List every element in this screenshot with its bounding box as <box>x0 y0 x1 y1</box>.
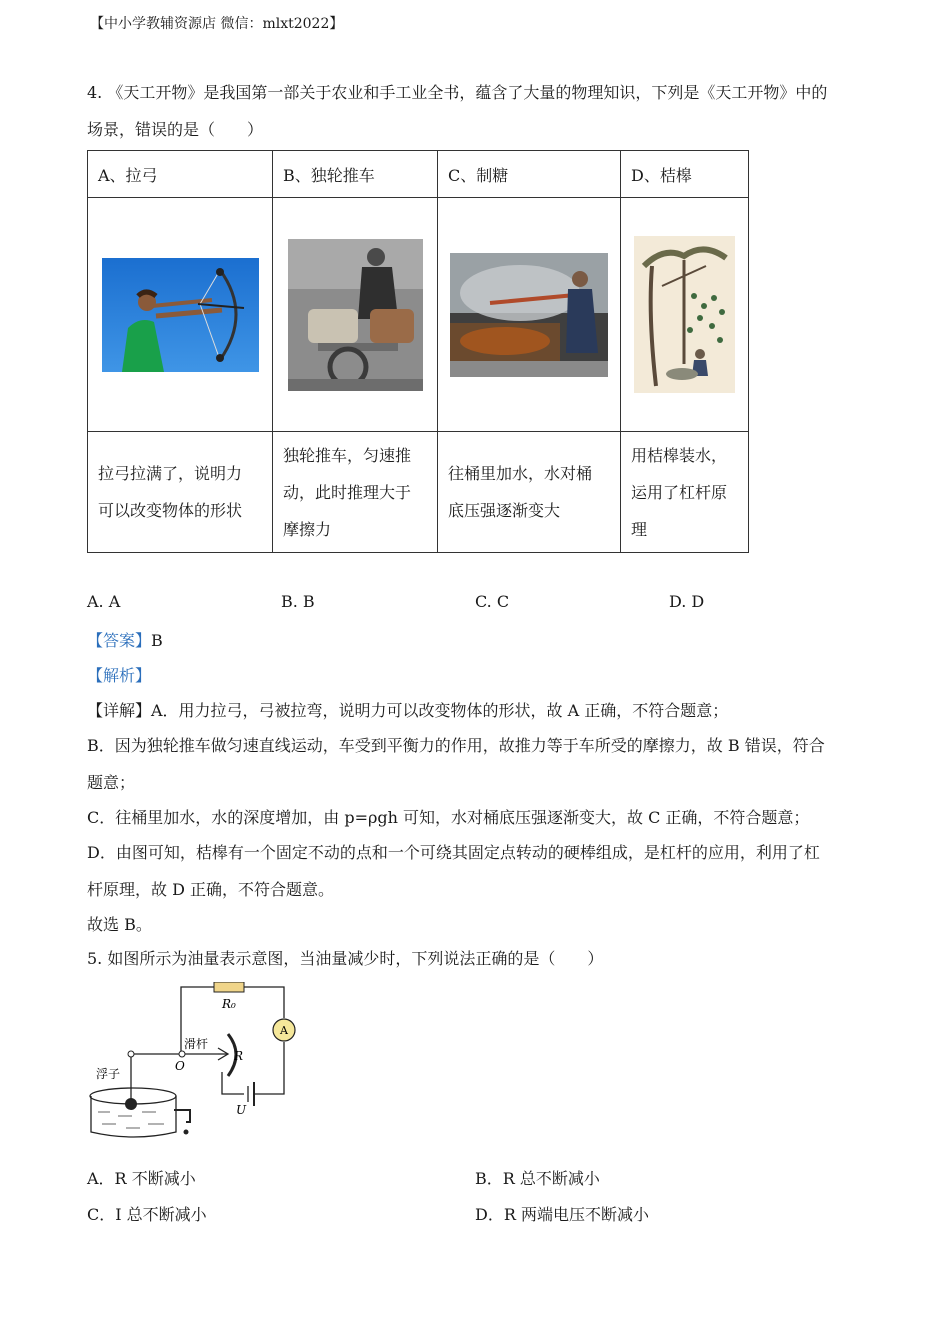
desc-b-line-2: 动，此时推理大于 <box>283 482 412 502</box>
q5-option-a[interactable]: A．R 不断减小 <box>87 1169 196 1188</box>
voltage-label: U <box>236 1103 247 1117</box>
photo-cell-d <box>621 198 749 432</box>
pivot-label: O <box>175 1059 185 1073</box>
desc-c-line-2: 底压强逐渐变大 <box>448 501 561 520</box>
desc-a-line-2: 可以改变物体的形状 <box>98 501 243 520</box>
desc-d-line-2: 运用了杠杆原 <box>631 482 728 502</box>
desc-d-line-3: 理 <box>631 519 648 539</box>
detail-line-1: 【详解】A．用力拉弓，弓被拉弯，说明力可以改变物体的形状，故 A 正确，不符合题意； <box>87 701 729 720</box>
desc-cell-b <box>273 432 438 553</box>
q5-option-d[interactable]: D．R 两端电压不断减小 <box>475 1205 649 1224</box>
desc-b-line-3: 摩擦力 <box>283 519 332 539</box>
detail-line-2: B．因为独轮推车做匀速直线运动，车受到平衡力的作用，故推力等于车所受的摩擦力，故 B 错误，符合 <box>87 736 825 755</box>
jiegao-painting <box>634 236 735 393</box>
photo-cell-b <box>273 198 438 432</box>
detail-line-5: D．由图可知，桔槔有一个固定不动的点和一个可绕其固定点转动的硬棒组成，是杠杆的应用，利用了杠 <box>87 843 820 862</box>
analysis-label: 【解析】 <box>87 666 152 685</box>
table-header-c: C、制糖 <box>438 151 621 198</box>
q4-option-c[interactable]: C. C <box>475 592 510 611</box>
detail-line-4: C．往桶里加水，水的深度增加，由 p=ρgh 可知，水对桶底压强逐渐变大，故 C 正确，不符合题意； <box>87 808 810 827</box>
detail-line-6: 杆原理，故 D 正确，不符合题意。 <box>87 880 335 899</box>
resistor-label: R <box>234 1049 244 1063</box>
answer-line <box>87 628 163 651</box>
answer-value: B <box>151 631 163 650</box>
r0-label: R₀ <box>222 997 236 1011</box>
table-header-b: B、独轮推车 <box>273 151 438 198</box>
float-label: 浮子 <box>96 1067 121 1081</box>
slider-label: 滑杆 <box>184 1037 209 1051</box>
q4-stem-line1: 4. 《天工开物》是我国第一部关于农业和手工业全书，蕴含了大量的物理知识，下列是《天工开物》中的 <box>87 83 828 102</box>
detail-line-7: 故选 B。 <box>87 915 152 934</box>
oil-gauge-diagram <box>86 982 306 1148</box>
photo-cell-c <box>438 198 621 432</box>
answer-label: 【答案】 <box>87 631 152 650</box>
desc-a-line-1: 拉弓拉满了，说明力 <box>98 464 243 483</box>
page-header: 【中小学教辅资源店 微信：mlxt2022】 <box>90 16 344 32</box>
q4-option-d[interactable]: D. D <box>669 592 705 611</box>
detail-line-3: 题意； <box>87 773 136 792</box>
q4-option-b[interactable]: B. B <box>281 592 315 611</box>
desc-c-line-1: 往桶里加水，水对桶 <box>448 464 593 483</box>
desc-cell-d <box>621 432 749 553</box>
q5-option-c[interactable]: C．I 总不断减小 <box>87 1205 207 1224</box>
table-header-d: D、桔槔 <box>621 151 749 198</box>
photo-cell-a <box>88 198 273 432</box>
sugar-making-photo <box>450 253 608 377</box>
q5-stem: 5. 如图所示为油量表示意图，当油量减少时，下列说法正确的是（ ） <box>87 949 604 968</box>
q4-scene-table <box>87 150 749 553</box>
desc-cell-c <box>438 432 621 553</box>
q5-option-b[interactable]: B．R 总不断减小 <box>475 1169 600 1188</box>
ammeter-label: A <box>280 1024 288 1037</box>
archer-photo <box>102 258 259 372</box>
q4-stem-line2: 场景，错误的是（ ） <box>87 120 264 139</box>
table-header-a: A、拉弓 <box>88 151 273 198</box>
desc-d-line-1: 用桔槔装水， <box>631 445 728 465</box>
q4-option-a[interactable]: A. A <box>87 592 121 611</box>
wheelbarrow-photo <box>288 239 423 391</box>
desc-cell-a <box>88 432 273 553</box>
desc-b-line-1: 独轮推车，匀速推 <box>283 445 412 465</box>
